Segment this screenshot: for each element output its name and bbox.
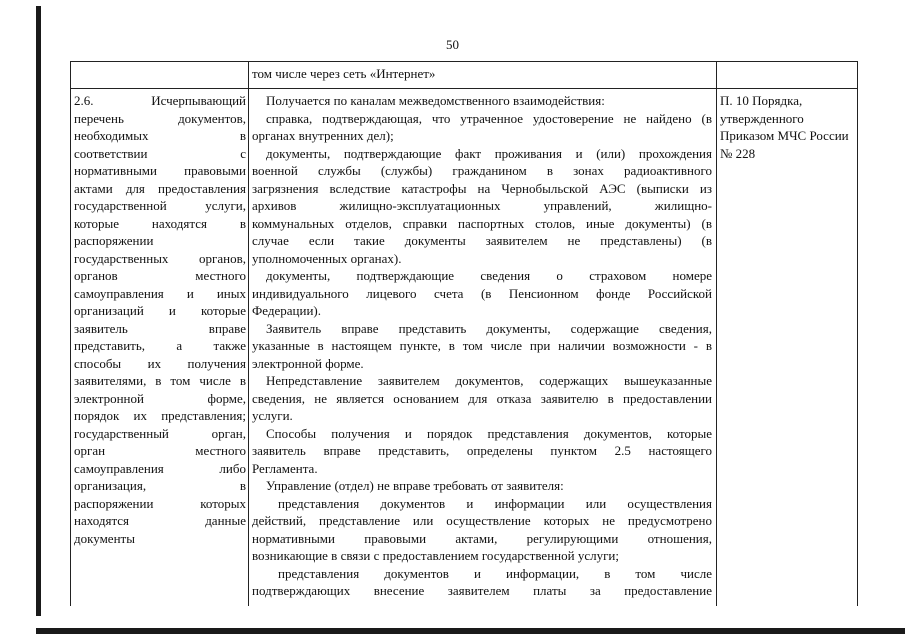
item-line: государственных органов, <box>74 250 246 266</box>
continuation-text <box>252 65 712 83</box>
page-number: 50 <box>446 37 459 52</box>
column-divider-1 <box>248 61 249 606</box>
item-line: 2.6. Исчерпывающий <box>74 93 246 108</box>
content-line: Способы получения и порядок представления документов, которые <box>266 425 712 441</box>
content-line: Федерации). <box>252 303 321 318</box>
content-line: Заявитель вправе представить документы, содержащие сведения, <box>266 320 712 336</box>
item-line: государственной услуги, <box>74 198 246 213</box>
content-line: документы, подтверждающие сведения о страховом номере <box>266 268 712 283</box>
content-line: Получается по каналам межведомственного взаимодействия: <box>266 93 605 108</box>
content-line: случае если такие документы заявителем не представлены) (в <box>252 233 712 248</box>
content-line: электронной форме. <box>252 355 364 371</box>
item-line: соответствии с <box>74 145 246 161</box>
content-line: Непредставление заявителем документов, содержащих вышеуказанные <box>266 373 712 388</box>
item-line: организация, в <box>74 478 246 493</box>
content-line: сведения, не является основанием для отказа заявителю в предоставлении <box>252 390 712 406</box>
row-separator <box>70 88 858 89</box>
column-divider-2 <box>716 61 717 606</box>
continuation-line: том числе через сеть «Интернет» <box>252 66 436 81</box>
basis-cell <box>720 92 854 162</box>
basis-line: Приказом МЧС России <box>720 128 849 143</box>
content-line: коммунальных отделов, справки паспортных столов, иные документы) (в <box>252 215 712 231</box>
item-cell <box>74 92 246 547</box>
content-line: услуги. <box>252 408 293 423</box>
content-line: подтверждающих внесение заявителем платы за предоставление <box>252 583 712 598</box>
item-line: организаций и которые <box>74 303 246 318</box>
item-line: заявитель вправе <box>74 320 246 336</box>
content-line: представления документов и информации или осуществления <box>278 495 712 511</box>
content-line: архивов жилищно-эксплуатационных управлений, жилищно- <box>252 198 712 213</box>
basis-line: № 228 <box>720 145 756 161</box>
item-line: способы их получения <box>74 355 246 371</box>
item-line: актами для предоставления <box>74 180 246 196</box>
content-line: указанные в настоящем пункте, в том числе при наличии возможности - в <box>252 338 712 353</box>
table-right-border <box>857 61 858 606</box>
content-line: действий, представление или осуществление которых не предусмотрено <box>252 513 712 528</box>
item-line: порядок их представления; <box>74 408 246 423</box>
content-line: возникающие в связи с предоставлением государственной услуги; <box>252 548 619 563</box>
content-line: документы, подтверждающие факт проживания и (или) прохождения <box>266 145 712 161</box>
content-cell <box>252 92 712 600</box>
scan-border-left <box>36 6 41 616</box>
scan-border-bottom <box>36 628 905 634</box>
item-line: органов местного <box>74 268 246 283</box>
content-line: представления документов и информации, в том числе <box>278 565 712 581</box>
item-line: распоряжении которых <box>74 495 246 511</box>
item-line: электронной форме, <box>74 390 246 406</box>
content-line: нормативными правовыми актами, регулирующими отношения, <box>252 530 712 546</box>
item-line: представить, а также <box>74 338 246 353</box>
item-line: орган местного <box>74 443 246 458</box>
content-line: Управление (отдел) не вправе требовать от заявителя: <box>266 478 564 493</box>
item-line: перечень документов, <box>74 110 246 126</box>
content-line: уполномоченных органах). <box>252 250 402 266</box>
regulation-table <box>70 61 858 606</box>
item-line: самоуправления и иных <box>74 285 246 301</box>
item-line: необходимых в <box>74 128 246 143</box>
content-line: индивидуального лицевого счета (в Пенсионном фонде Российской <box>252 285 712 301</box>
content-line: Регламента. <box>252 460 318 476</box>
content-line: органах внутренних дел); <box>252 128 394 143</box>
table-left-border <box>70 61 71 606</box>
basis-line: утвержденного <box>720 110 804 126</box>
content-line: военной службы (службы) гражданином в зонах радиоактивного <box>252 163 712 178</box>
item-line: документы <box>74 530 135 546</box>
item-line: нормативными правовыми <box>74 163 246 178</box>
content-line: справка, подтверждающая, что утраченное удостоверение не найдено (в <box>266 110 712 126</box>
item-line: государственный орган, <box>74 425 246 441</box>
item-line: заявителями, в том числе в <box>74 373 246 388</box>
content-line: заявитель вправе представить, определены пунктом 2.5 настоящего <box>252 443 712 458</box>
table-top-border <box>70 61 858 62</box>
item-line: распоряжении <box>74 233 154 248</box>
basis-line: П. 10 Порядка, <box>720 93 803 108</box>
item-line: самоуправления либо <box>74 460 246 476</box>
item-line: которые находятся в <box>74 215 246 231</box>
content-line: загрязнения вследствие катастрофы на Чернобыльской АЭС (выписки из <box>252 180 712 196</box>
item-line: находятся данные <box>74 513 246 528</box>
